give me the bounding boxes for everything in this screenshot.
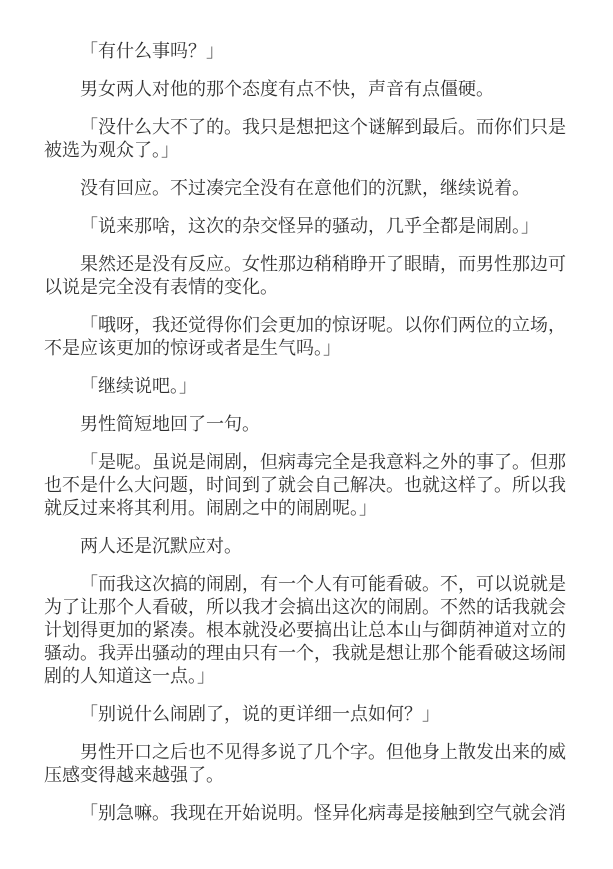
paragraph: 「哦呀，我还觉得你们会更加的惊讶呢。以你们两位的立场，不是应该更加的惊讶或者是生气吗。」: [44, 315, 566, 358]
paragraph: 「有什么事吗？」: [80, 41, 224, 61]
paragraph: 果然还是没有反应。女性那边稍稍睁开了眼睛，而男性那边可以说是完全没有表情的变化。: [44, 254, 566, 297]
paragraph: 男性开口之后也不见得多说了几个字。但他身上散发出来的威压感变得越来越强了。: [44, 742, 566, 785]
paragraph: 两人还是沉默应对。: [80, 536, 242, 556]
paragraph: 男女两人对他的那个态度有点不快，声音有点僵硬。: [80, 79, 494, 99]
page-content: [44, 40, 566, 825]
paragraph: 「是呢。虽说是闹剧，但病毒完全是我意料之外的事了。但那也不是什么大问题，时间到了就会自己解决。也就这样了。所以我就反过来将其利用。闹剧之中的闹剧呢。」: [44, 452, 566, 518]
paragraph: 「继续说吧。」: [80, 376, 197, 396]
paragraph: 「没什么大不了的。我只是想把这个谜解到最后。而你们只是被选为观众了。」: [44, 117, 566, 160]
paragraph: 没有回应。不过凑完全没有在意他们的沉默，继续说着。: [80, 178, 530, 198]
paragraph: 「说来那啥，这次的杂交怪异的骚动，几乎全都是闹剧。」: [80, 216, 539, 236]
paragraph: 「而我这次搞的闹剧，有一个人有可能看破。不，可以说就是为了让那个人看破，所以我才会搞出这次的闹剧。不然的话我就会计划得更加的紧凑。根本就没必要搞出让总本山与御荫神道对立的骚动。我弄出骚动的理由只有一个，我就是想让那个能看破这场闹剧的人知道这一点。」: [44, 574, 566, 686]
paragraph: 「别急嘛。我现在开始说明。怪异化病毒是接触到空气就会消: [80, 803, 566, 823]
paragraph: 「别说什么闹剧了，说的更详细一点如何？」: [80, 704, 440, 724]
paragraph: 男性简短地回了一句。: [80, 414, 260, 434]
